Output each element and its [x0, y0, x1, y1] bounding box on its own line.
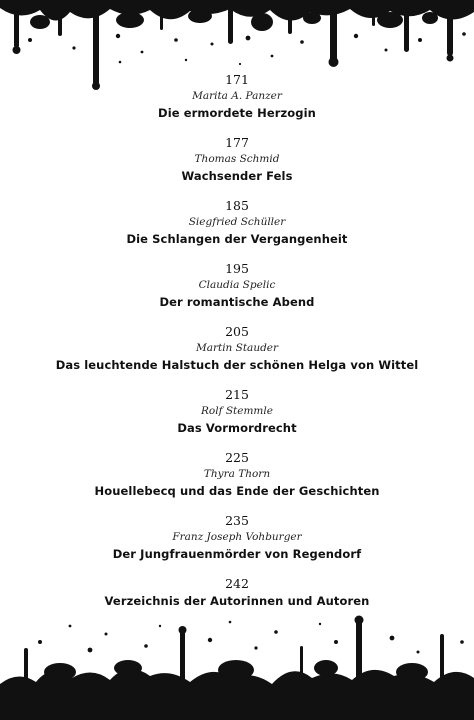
story-title: Das leuchtende Halstuch der schönen Helga von Wittel: [55, 358, 419, 372]
story-title: Verzeichnis der Autorinnen und Autoren: [104, 594, 370, 608]
story-title: Wachsender Fels: [181, 169, 293, 183]
story-title: Die Schlangen der Vergangenheit: [126, 232, 348, 246]
toc-entry: [0, 133, 474, 196]
story-title: Houellebecq und das Ende der Geschichten: [94, 484, 380, 498]
author-name: Thomas Schmid: [194, 153, 280, 165]
page-number: 242: [225, 576, 249, 591]
page-number: 205: [225, 324, 249, 339]
page-number: 171: [225, 72, 249, 87]
toc-entry: [0, 574, 474, 637]
toc-entry: [0, 259, 474, 322]
author-name: Thyra Thorn: [203, 468, 271, 480]
author-name: Claudia Spelic: [198, 279, 276, 291]
story-title: Der Jungfrauenmörder von Regendorf: [112, 547, 362, 561]
toc-entry: [0, 511, 474, 574]
toc-entry: [0, 196, 474, 259]
author-name: Marita A. Panzer: [192, 90, 282, 102]
page-number: 177: [225, 135, 249, 150]
page-number: 185: [225, 198, 249, 213]
table-of-contents: [0, 70, 474, 637]
author-name: Martin Stauder: [195, 342, 279, 354]
story-title: Das Vormordrecht: [177, 421, 297, 435]
toc-entry: [0, 70, 474, 133]
page-number: 215: [225, 387, 249, 402]
toc-entry: [0, 385, 474, 448]
author-name: Siegfried Schüller: [188, 216, 286, 228]
toc-entry: [0, 448, 474, 511]
story-title: Die ermordete Herzogin: [158, 106, 316, 120]
toc-entry: [0, 322, 474, 385]
page-number: 235: [225, 513, 249, 528]
author-name: Rolf Stemmle: [201, 405, 273, 417]
page-number: 225: [225, 450, 249, 465]
author-name: Franz Joseph Vohburger: [172, 531, 302, 543]
page-number: 195: [225, 261, 249, 276]
story-title: Der romantische Abend: [159, 295, 315, 309]
